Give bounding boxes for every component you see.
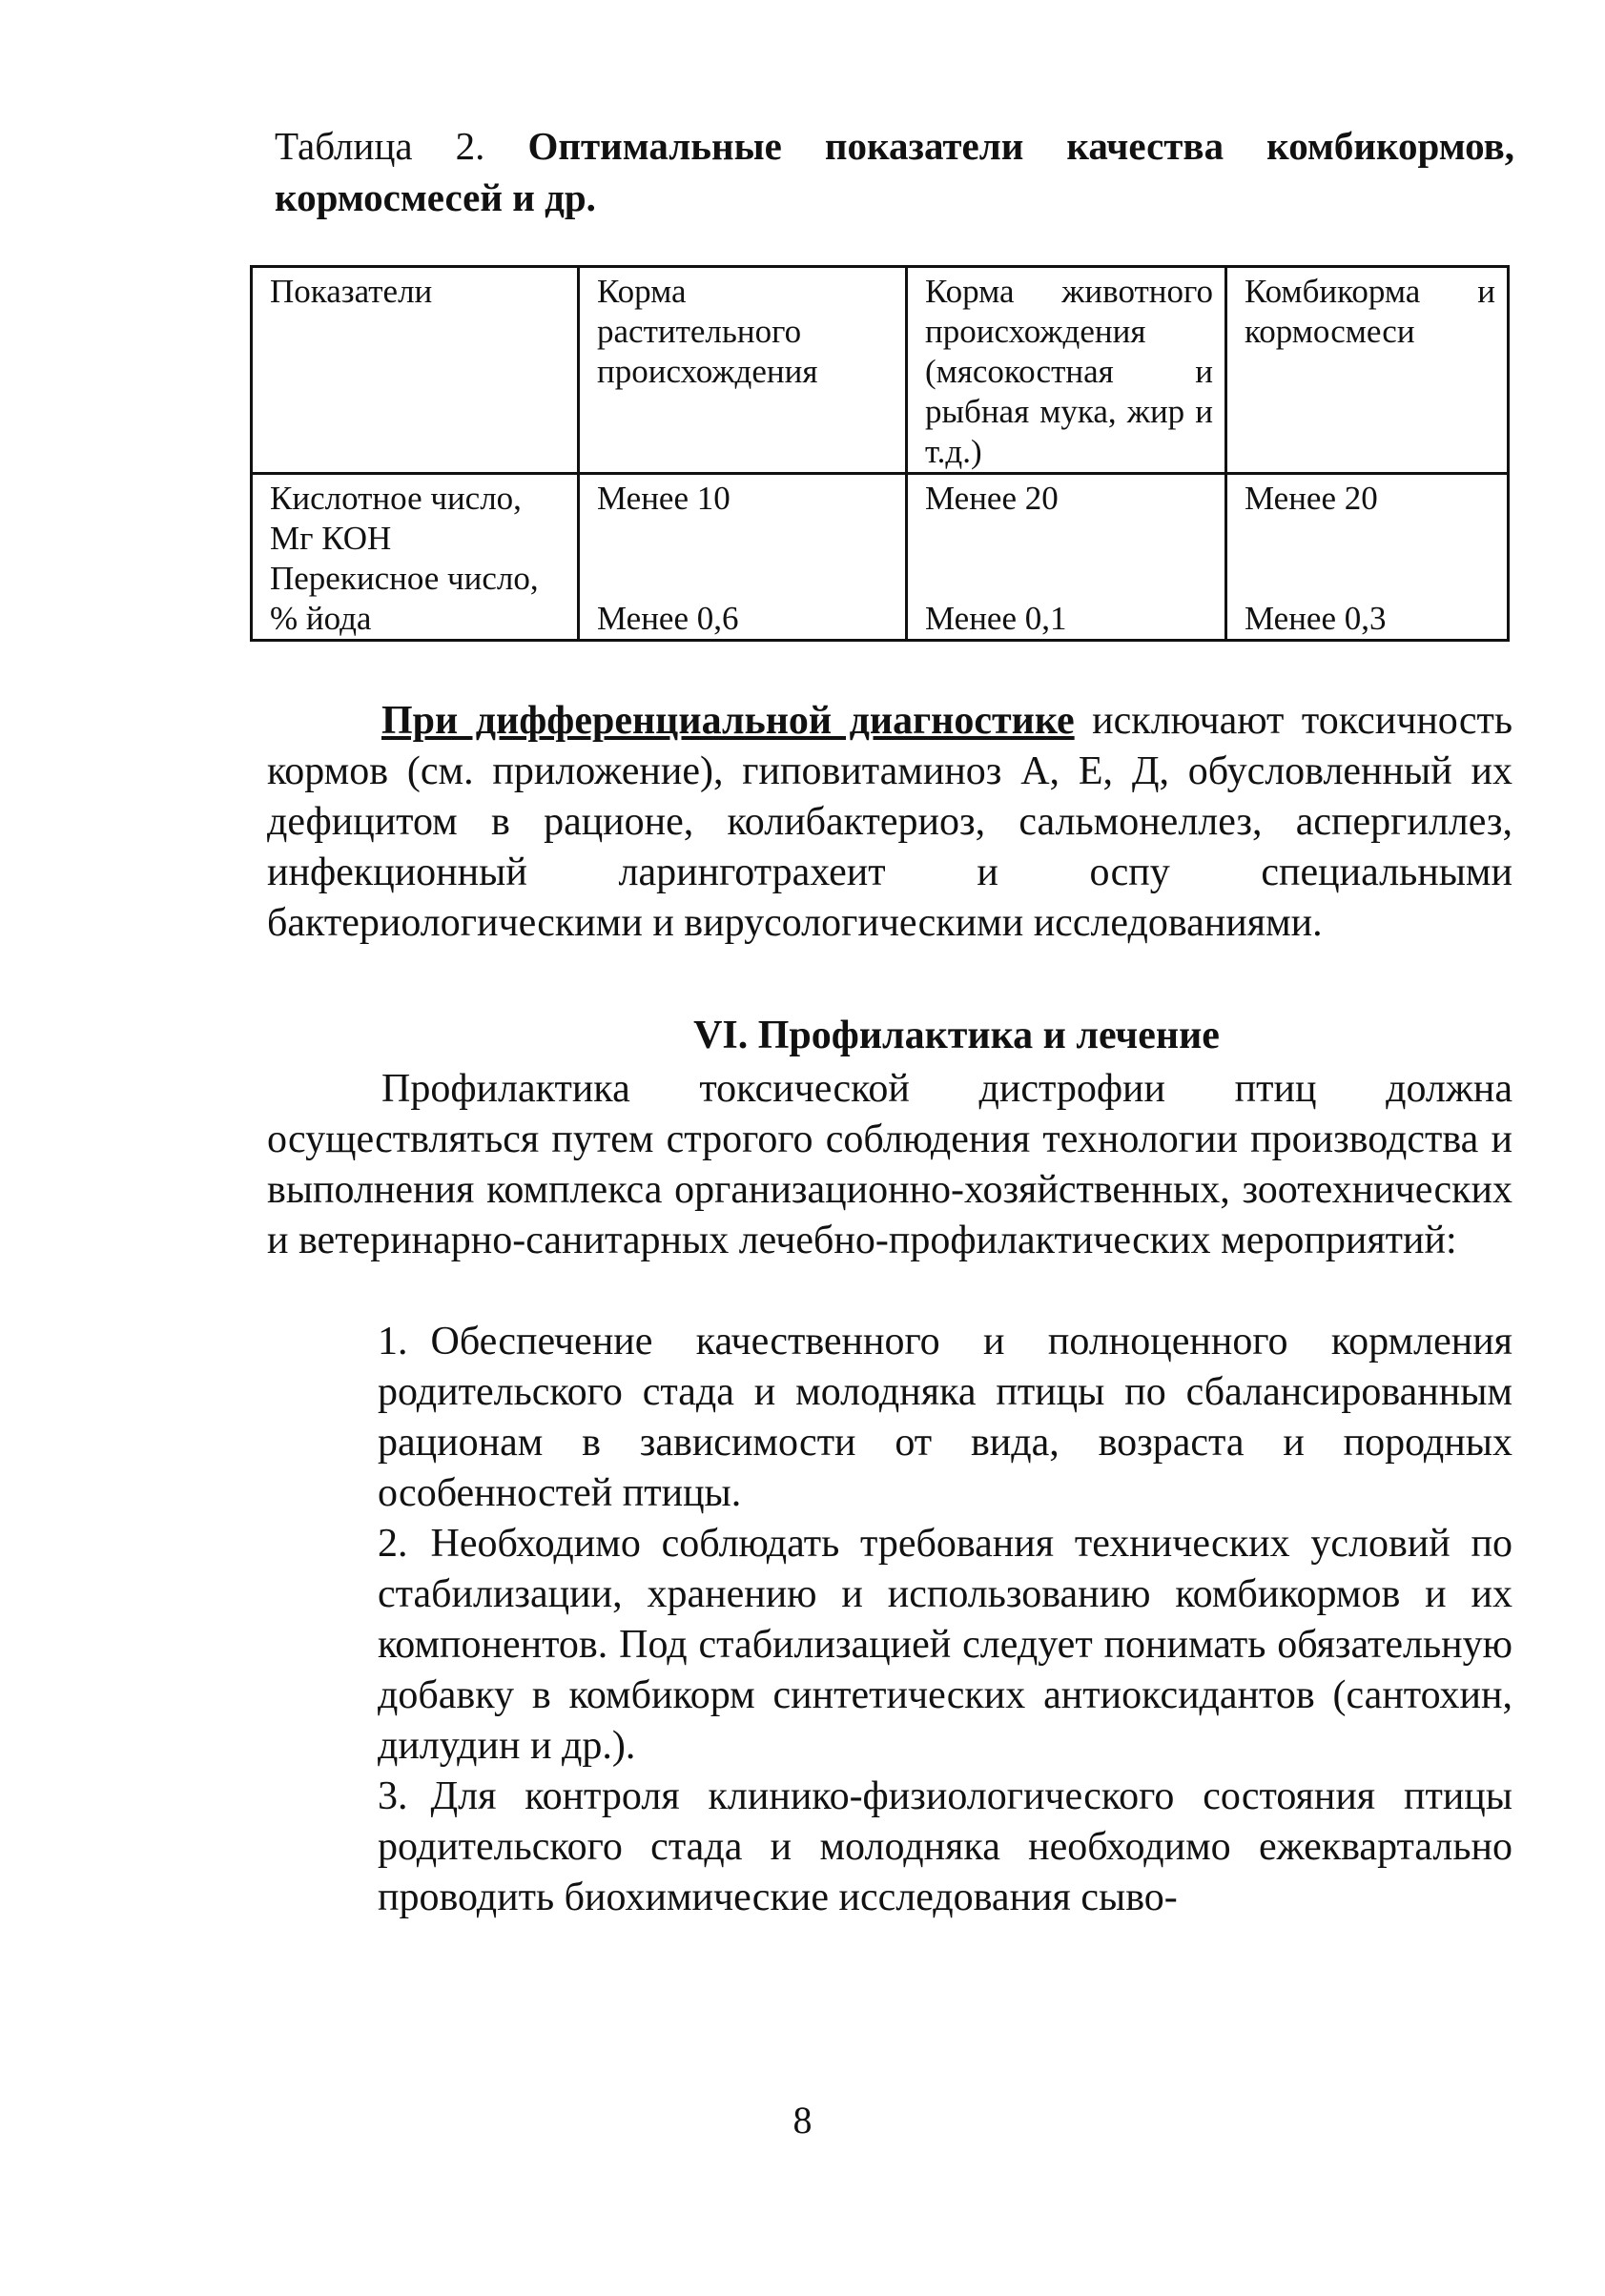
indicator-peroxide: Перекисное число, % йода [270,560,539,637]
table-caption [275,120,1514,223]
value-acid: Менее 10 [597,480,730,517]
list-text: Необходимо соблюдать требования технических условий по стабилизации, хранению и использованию комбикормов и их компонентов. Под стабилизацией следует понимать обязательную добавку в комбикорм синтетических антиоксидантов (сантохин, дилудин и др.). [378,1522,1512,1768]
table-row [252,474,1509,641]
header-cell: Корма животного происхождения (мясокостная и рыбная мука, жир и т.д.) [907,267,1226,474]
diagnostics-lead: При дифференциальной диагностике [381,699,1075,743]
list-text: Обеспечение качественного и полноценного кормления родительского стада и молодняка птицы по сбалансированным рационам в зависимости от вида, возраста и породных особенностей птицы. [378,1320,1512,1515]
caption-title: Оптимальные показатели качества комбикормов, кормосмесей и др. [275,124,1514,219]
value-cell [579,474,907,641]
list-text: Для контроля клинико-физиологического состояния птицы родительского стада и молодняка необходимо ежеквартально проводить биохимические исследования сыво- [378,1774,1512,1919]
list-item [378,1772,1512,1923]
list-number: 2. [378,1522,408,1566]
value-cell [1226,474,1509,641]
indicator-acid: Кислотное число, Мг КОН [270,480,522,557]
header-cell: Показатели [252,267,579,474]
page-number: 8 [792,2099,813,2142]
caption-lead: Таблица 2. [275,124,485,168]
table-header-row [252,267,1509,474]
header-cell: Корма растительного происхождения [579,267,907,474]
quality-table [250,265,1510,642]
list-item [378,1519,1512,1772]
diagnostics-text: исключают токсичность кормов (см. приложение), гиповитаминоз А, Е, Д, обусловленный их дефицитом в рационе, колибактериоз, сальмонеллез, аспергиллез, инфекционный ларинготрахеит и оспу специальными бактериологическими и вирусологическими исследованиями. [267,699,1512,945]
header-cell: Комбикорма и кормосмеси [1226,267,1509,474]
value-peroxide: Менее 0,1 [925,600,1067,637]
value-acid: Менее 20 [1245,480,1378,517]
value-peroxide: Менее 0,3 [1245,600,1387,637]
list-item [378,1317,1512,1519]
value-cell [907,474,1226,641]
indicator-cell [252,474,579,641]
list-number: 3. [378,1774,408,1818]
list-number: 1. [378,1320,408,1363]
diagnostics-paragraph [267,696,1512,949]
section-heading: VI. Профилактика и лечение [693,1014,1220,1057]
value-peroxide: Менее 0,6 [597,600,739,637]
value-acid: Менее 20 [925,480,1059,517]
section-intro: Профилактика токсической дистрофии птиц должна осуществляться путем строгого соблюдения технологии производства и выполнения комплекса организационно-хозяйственных, зоотехнических и ветеринарно-санитарных лечебно-профилактических мероприятий: [267,1067,1512,1262]
